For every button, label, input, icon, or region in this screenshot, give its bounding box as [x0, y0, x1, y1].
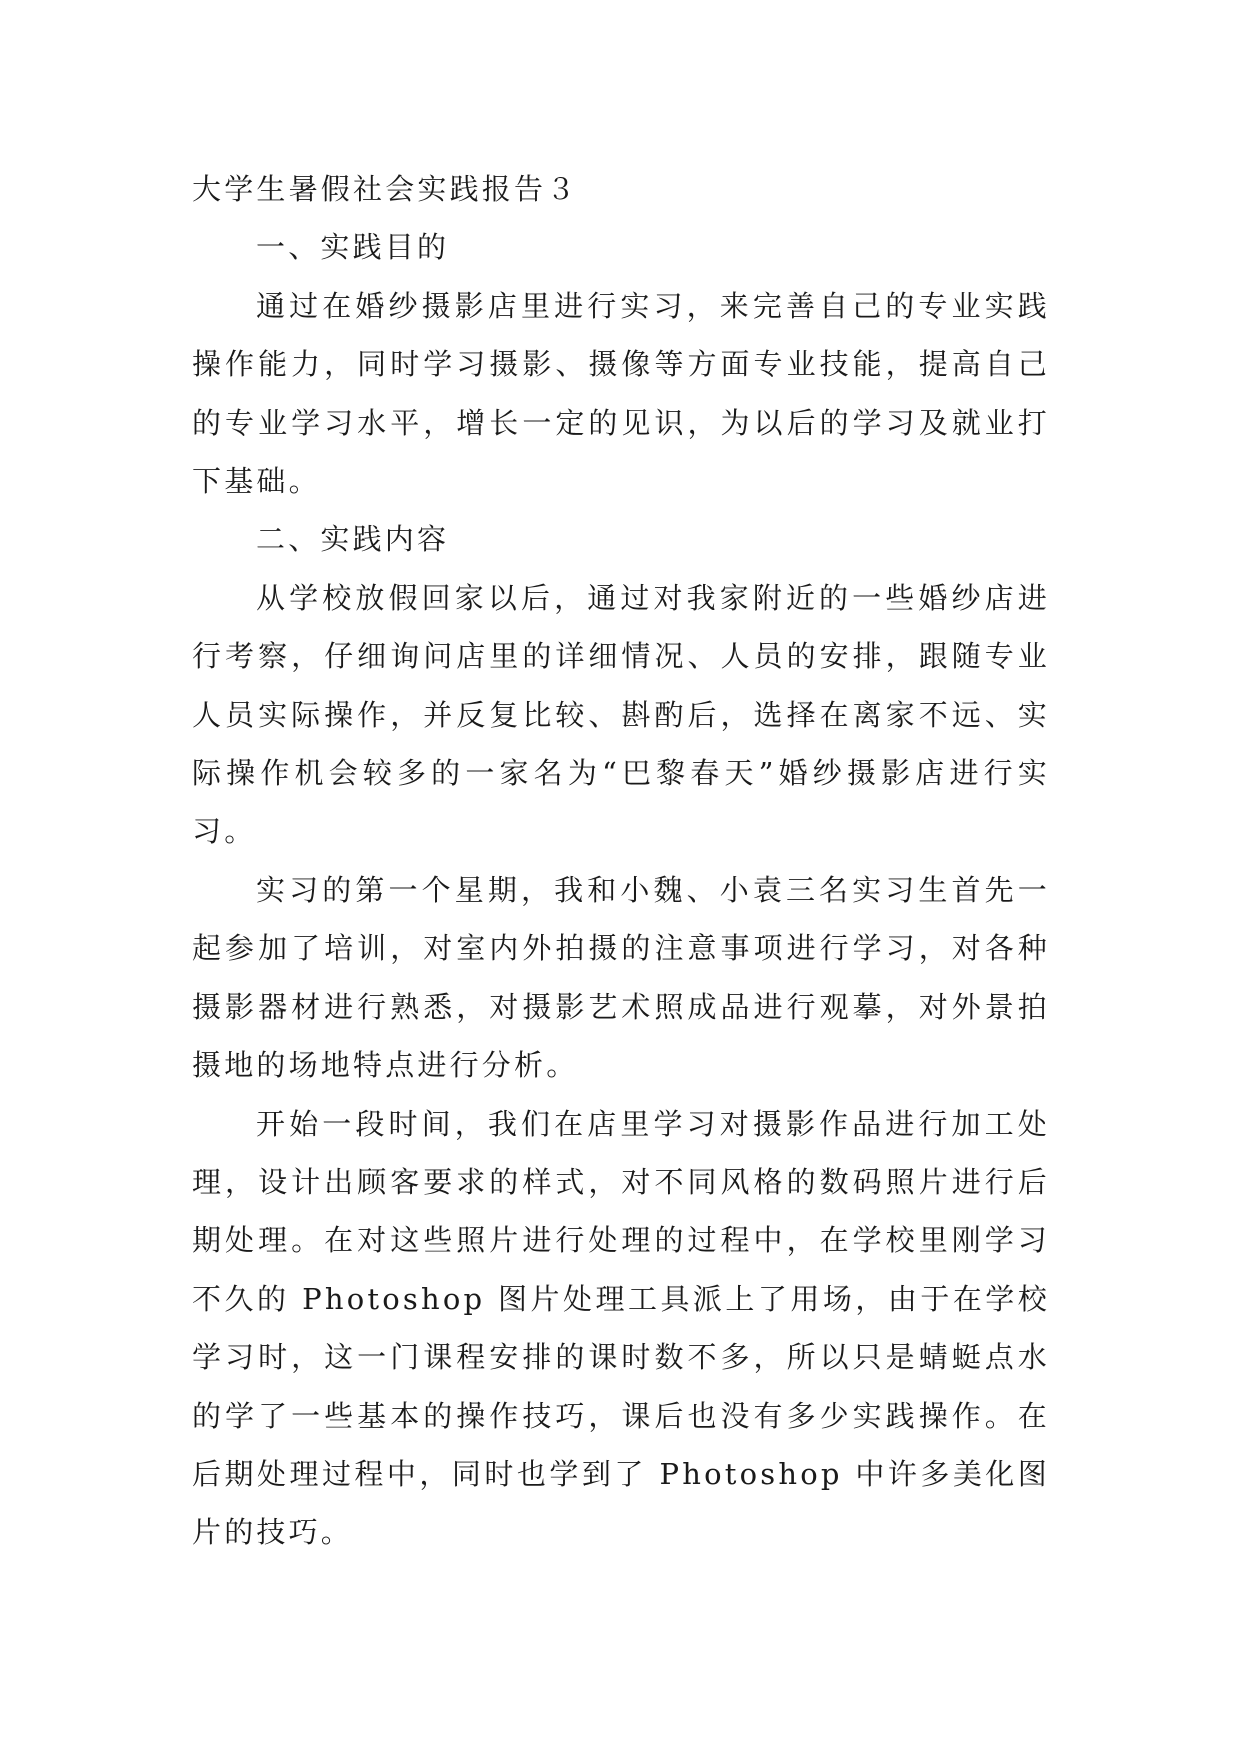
paragraph: 从学校放假回家以后，通过对我家附近的一些婚纱店进行考察，仔细询问店里的详细情况、人员的安排，跟随专业人员实际操作，并反复比较、斟酌后，选择在离家不远、实际操作机会较多的一家名为“巴黎春天”婚纱摄影店进行实习。: [192, 580, 1050, 849]
paragraph: 通过在婚纱摄影店里进行实习，来完善自己的专业实践操作能力，同时学习摄影、摄像等方面专业技能，提高自己的专业学习水平，增长一定的见识，为以后的学习及就业打下基础。: [192, 288, 1050, 499]
section-content: [192, 510, 1050, 1561]
section-heading: 一、实践目的: [256, 230, 450, 265]
document-body: [192, 160, 1050, 1562]
section-heading: 二、实践内容: [256, 522, 450, 557]
document-title: 大学生暑假社会实践报告３: [192, 172, 579, 206]
paragraph: 实习的第一个星期，我和小魏、小袁三名实习生首先一起参加了培训，对室内外拍摄的注意事项进行学习，对各种摄影器材进行熟悉，对摄影艺术照成品进行观摹，对外景拍摄地的场地特点进行分析。: [192, 872, 1050, 1083]
section-purpose: [192, 218, 1050, 510]
paragraph: 开始一段时间，我们在店里学习对摄影作品进行加工处理，设计出顾客要求的样式，对不同风格的数码照片进行后期处理。在对这些照片进行处理的过程中，在学校里刚学习不久的 Photoshop 图片处理工具派上了用场，由于在学校学习时，这一门课程安排的课时数不多，所以只是蜻蜓点水的学了一些基本的操作技巧，课后也没有多少实践操作。在后期处理过程中，同时也学到了 Photoshop 中许多美化图片的技巧。: [192, 1106, 1050, 1550]
